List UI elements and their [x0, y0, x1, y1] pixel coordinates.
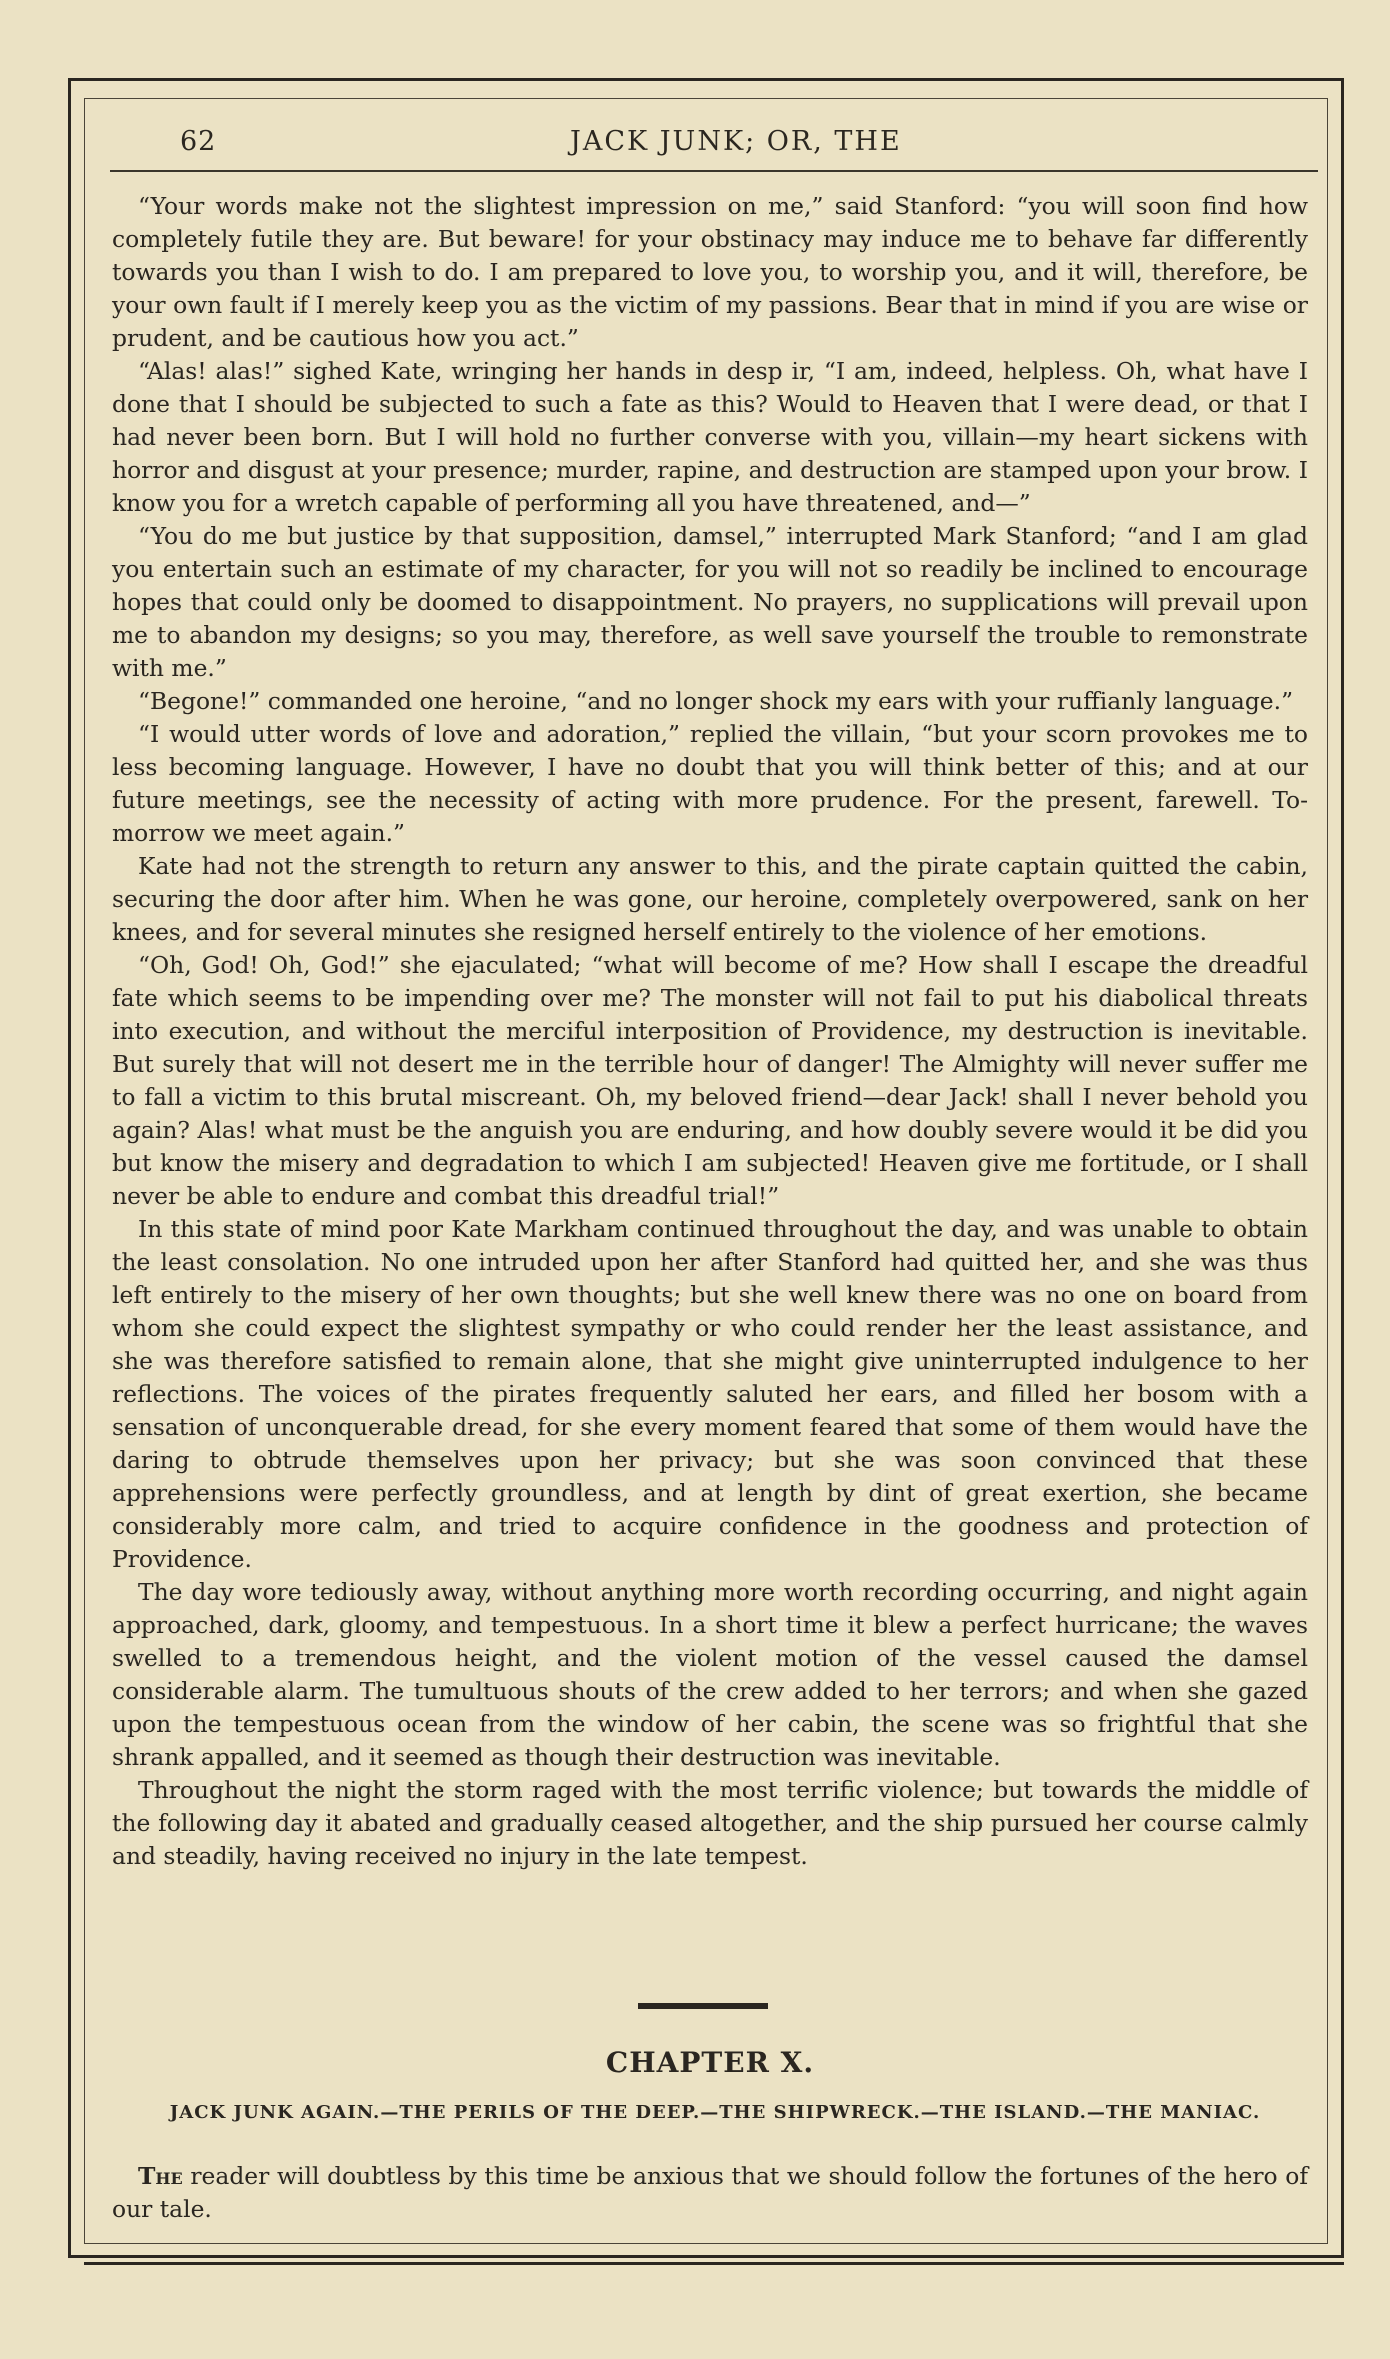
- chapter-opening-paragraph: [112, 2160, 1308, 2226]
- paragraph: “Your words make not the slightest impression on me,” said Stanford: “you will soon find how completely futile they are. But beware! for your obstinacy may induce me to behave far differently towards you than I wish to do. I am prepared to love you, to worship you, and it will, therefore, be your own fault if I merely keep you as the victim of my passions. Bear that in mind if you are wise or prudent, and be cautious how you act.”: [112, 192, 1308, 352]
- opening-lead-word: The: [138, 2162, 183, 2190]
- body-text: [112, 190, 1308, 1873]
- footer-rule: [84, 2262, 1344, 2265]
- paragraph: “Begone!” commanded one heroine, “and no longer shock my ears with your ruffianly language.”: [138, 687, 1294, 715]
- page-header: [110, 124, 1310, 164]
- page-number: 62: [180, 126, 217, 157]
- paragraph: “Alas! alas!” sighed Kate, wringing her hands in desp ir, “I am, indeed, helpless. Oh, what have I done that I should be subjected to such a fate as this? Would to Heaven that I were dead, or that I had never been born. But I will hold no further converse with you, villain—my heart sickens with horror and disgust at your presence; murder, rapine, and destruction are stamped upon your brow. I know you for a wretch capable of performing all you have threatened, and—”: [112, 357, 1308, 517]
- paragraph: Kate had not the strength to return any answer to this, and the pirate captain quitted the cabin, securing the door after him. When he was gone, our heroine, completely overpowered, sank on her knees, and for several minutes she resigned herself entirely to the violence of her emotions.: [112, 852, 1308, 946]
- chapter-subtitle: JACK JUNK AGAIN.—THE PERILS OF THE DEEP.—THE SHIPWRECK.—THE ISLAND.—THE MANIAC.: [169, 2102, 1261, 2123]
- paragraph: “You do me but justice by that supposition, damsel,” interrupted Mark Stanford; “and I am glad you entertain such an estimate of my character, for you will not so readily be inclined to encourage hopes that could only be doomed to disappointment. No prayers, no supplications will prevail upon me to abandon my designs; so you may, therefore, as well save yourself the trouble to remonstrate with me.”: [112, 522, 1308, 682]
- paragraph: Throughout the night the storm raged with the most terrific violence; but towards the middle of the following day it abated and gradually ceased altogether, and the ship pursued her course calmly and steadily, having received no injury in the late tempest.: [112, 1776, 1308, 1870]
- paragraph: In this state of mind poor Kate Markham continued throughout the day, and was unable to obtain the least consolation. No one intruded upon her after Stanford had quitted her, and she was thus left entirely to the misery of her own thoughts; but she well knew there was no one on board from whom she could expect the slightest sympathy or who could render her the least assistance, and she was therefore satisfied to remain alone, that she might give uninterrupted indulgence to her reflections. The voices of the pirates frequently saluted her ears, and filled her bosom with a sensation of unconquerable dread, for she every moment feared that some of them would have the daring to obtrude themselves upon her privacy; but she was soon convinced that these apprehensions were perfectly groundless, and at length by dint of great exertion, she became considerably more calm, and tried to acquire confidence in the goodness and protection of Providence.: [112, 1215, 1308, 1573]
- paragraph: “Oh, God! Oh, God!” she ejaculated; “what will become of me? How shall I escape the dreadful fate which seems to be impending over me? The monster will not fail to put his diabolical threats into execution, and without the merciful interposition of Providence, my destruction is inevitable. But surely that will not desert me in the terrible hour of danger! The Almighty will never suffer me to fall a victim to this brutal miscreant. Oh, my beloved friend—dear Jack! shall I never behold you again? Alas! what must be the anguish you are enduring, and how doubly severe would it be did you but know the misery and degradation to which I am subjected! Heaven give me fortitude, or I shall never be able to endure and combat this dreadful trial!”: [112, 951, 1308, 1210]
- chapter-title: CHAPTER X.: [605, 2046, 815, 2079]
- opening-text: reader will doubtless by this time be anxious that we should follow the fortunes of the hero of our tale.: [112, 2162, 1308, 2223]
- running-head: JACK JUNK; OR, THE: [570, 126, 902, 157]
- header-rule: [110, 170, 1318, 172]
- chapter-divider-rule: [638, 2003, 768, 2009]
- paragraph: The day wore tediously away, without anything more worth recording occurring, and night again approached, dark, gloomy, and tempestuous. In a short time it blew a perfect hurricane; the waves swelled to a tremendous height, and the violent motion of the vessel caused the damsel considerable alarm. The tumultuous shouts of the crew added to her terrors; and when she gazed upon the tempestuous ocean from the window of her cabin, the scene was so frightful that she shrank appalled, and it seemed as though their destruction was inevitable.: [112, 1578, 1308, 1771]
- paragraph: “I would utter words of love and adoration,” replied the villain, “but your scorn provokes me to less becoming language. However, I have no doubt that you will think better of this; and at our future meetings, see the necessity of acting with more prudence. For the present, farewell. To-morrow we meet again.”: [112, 720, 1308, 847]
- chapter-opening: [112, 2160, 1308, 2226]
